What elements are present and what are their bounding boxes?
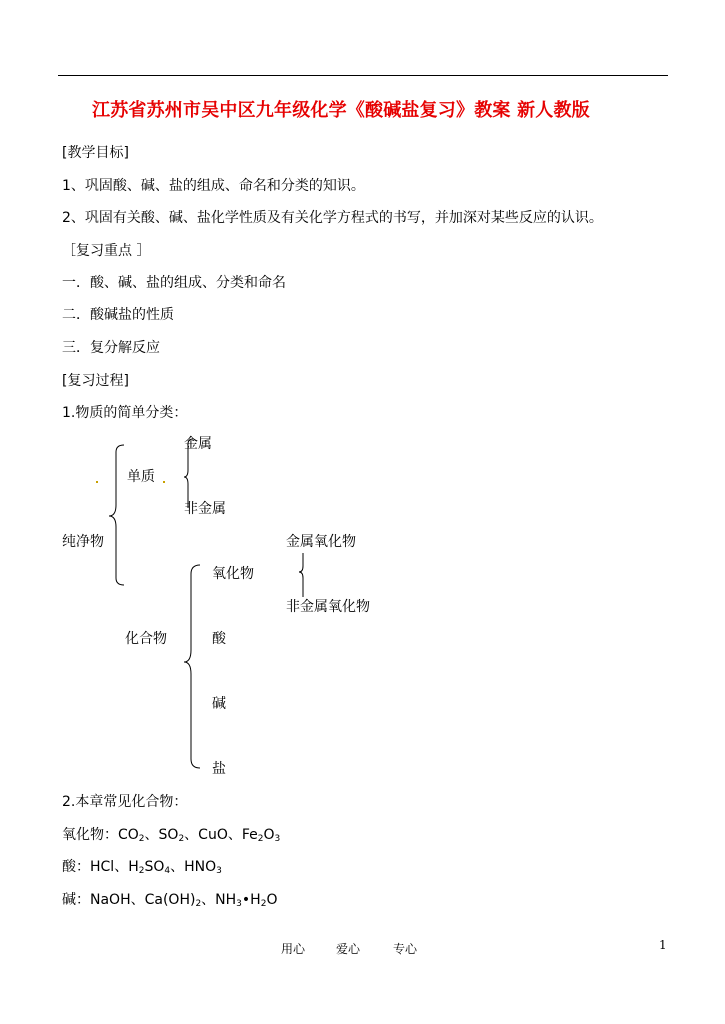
formula-part: •H <box>241 892 261 908</box>
goal-2: 2、巩固有关酸、碱、盐化学性质及有关化学方程式的书写，并加深对某些反应的认识。 <box>62 210 603 226</box>
separator: 、 <box>184 827 199 843</box>
separator: 、 <box>201 892 216 908</box>
tree-compound: 化合物 <box>125 631 167 647</box>
tree-nonmetal-oxide: 非金属氧化物 <box>286 599 370 615</box>
focus-3: 三．复分解反应 <box>62 340 160 356</box>
goals-header: [教学目标] <box>62 145 129 161</box>
formula-part: CO <box>118 827 139 843</box>
tree-acid: 酸 <box>212 631 226 647</box>
process-header: [复习过程] <box>62 373 129 389</box>
tree-salt: 盐 <box>212 761 226 777</box>
acids-line <box>62 857 222 881</box>
subscript: 3 <box>216 866 222 876</box>
focus-1: 一．酸、碱、盐的组成、分类和命名 <box>62 275 286 291</box>
tree-nonmetal: 非金属 <box>184 501 226 517</box>
page-number: 1 <box>659 938 667 952</box>
subscript: 2 <box>138 866 145 876</box>
separator: 、 <box>227 827 242 843</box>
formula-part: Fe <box>241 827 258 843</box>
formula-part: NH <box>215 892 237 908</box>
footer-word-2: 爱心 <box>336 942 361 956</box>
separator: 、 <box>130 892 145 908</box>
separator: 、 <box>170 859 185 875</box>
bases-line <box>62 890 277 914</box>
tree-base: 碱 <box>212 696 226 712</box>
formula-part: CuO <box>198 827 228 843</box>
separator: 、 <box>114 859 129 875</box>
subscript: 3 <box>236 899 242 909</box>
stray-mark <box>96 481 98 483</box>
tree-root: 纯净物 <box>62 534 104 550</box>
goal-1: 1、巩固酸、碱、盐的组成、命名和分类的知识。 <box>62 178 365 194</box>
section-1-heading: 1.物质的简单分类： <box>62 405 188 421</box>
acids-label: 酸： <box>62 859 90 875</box>
oxides-line <box>62 825 280 849</box>
tree-metal: 金属 <box>184 436 212 452</box>
formula-part: O <box>266 892 278 908</box>
footer-word-3: 专心 <box>393 942 418 956</box>
formula-part: O <box>263 827 275 843</box>
document-title: 江苏省苏州市吴中区九年级化学《酸碱盐复习》教案 新人教版 <box>92 100 590 121</box>
tree-metal-oxide: 金属氧化物 <box>286 534 356 550</box>
stray-mark <box>163 481 165 483</box>
bases-label: 碱： <box>62 892 90 908</box>
formula-part: HCl <box>90 859 115 875</box>
formula-part: SO <box>144 859 165 875</box>
subscript: 2 <box>260 899 267 909</box>
separator: 、 <box>144 827 159 843</box>
formula-part: SO <box>158 827 179 843</box>
oxides-label: 氧化物： <box>62 827 118 843</box>
section-2-heading: 2.本章常见化合物： <box>62 794 188 810</box>
footer-word-1: 用心 <box>281 942 306 956</box>
subscript: 2 <box>178 834 185 844</box>
formula-part: H <box>128 859 139 875</box>
focus-header: ［复习重点 ］ <box>62 243 151 259</box>
subscript: 4 <box>164 866 171 876</box>
subscript: 2 <box>138 834 145 844</box>
tree-oxide: 氧化物 <box>212 566 254 582</box>
subscript: 2 <box>195 899 202 909</box>
formula-part: HNO <box>184 859 217 875</box>
subscript: 2 <box>257 834 264 844</box>
focus-2: 二．酸碱盐的性质 <box>62 307 174 323</box>
tree-elemental: 单质 <box>127 469 155 485</box>
formula-part: Ca(OH) <box>144 892 196 908</box>
formula-part: NaOH <box>90 892 131 908</box>
subscript: 3 <box>274 834 281 844</box>
